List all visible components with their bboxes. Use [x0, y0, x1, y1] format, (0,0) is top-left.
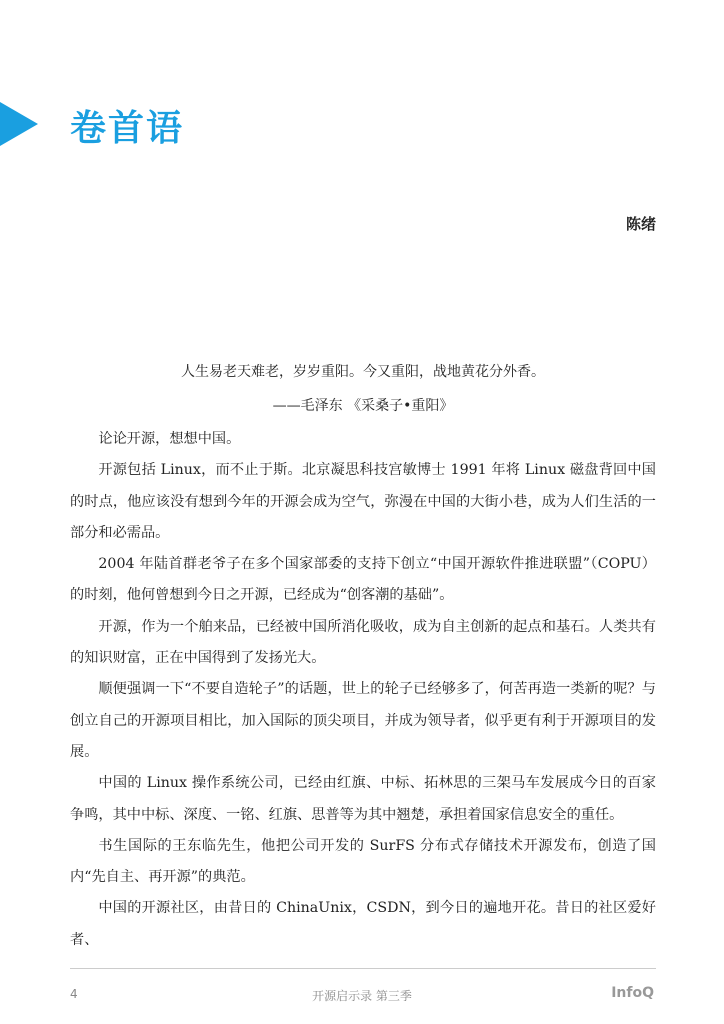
paragraph: 顺便强调一下“不要自造轮子”的话题，世上的轮子已经够多了，何苦再造一类新的呢？与创立自己的开源项目相比，加入国际的顶尖项目，并成为领导者，似乎更有利于开源项目的发展。 — [70, 681, 656, 760]
page-title: 卷首语 — [70, 108, 185, 149]
footer-divider — [70, 968, 656, 969]
page-number: 4 — [70, 987, 78, 1001]
author-name: 陈绪 — [625, 215, 656, 233]
publication-title: 开源启示录 第三季 — [312, 989, 412, 1003]
paragraph: 书生国际的王东临先生，他把公司开发的 SurFS 分布式存储技术开源发布，创造了国内“先自主、再开源”的典范。 — [70, 837, 656, 886]
paragraph: 中国的开源社区，由昔日的 ChinaUnix，CSDN，到今日的遍地开花。昔日的社区爱好者、 — [70, 900, 656, 948]
paragraph: 开源，作为一个舶来品，已经被中国所消化吸收，成为自主创新的起点和基石。人类共有的知识财富，正在中国得到了发扬光大。 — [70, 618, 656, 667]
paragraph: 中国的 Linux 操作系统公司，已经由红旗、中标、拓林思的三架马车发展成今日的百家争鸣，其中中标、深度、一铭、红旗、思普等为其中翘楚，承担着国家信息安全的重任。 — [70, 775, 656, 823]
title-arrow-marker — [0, 102, 38, 146]
poem-attribution: ——毛泽东 《采桑子•重阳》 — [272, 398, 454, 414]
infoq-logo: InfoQ — [611, 985, 654, 1001]
paragraph: 论论开源，想想中国。 — [98, 431, 241, 447]
poem-line: 人生易老天难老，岁岁重阳。今又重阳，战地黄花分外香。 — [181, 364, 545, 380]
paragraph: 开源包括 Linux，而不止于斯。北京凝思科技宫敏博士 1991 年将 Linux 磁盘背回中国的时点，他应该没有想到今年的开源会成为空气，弥漫在中国的大街小巷，成为人们生活的一部分和必需品。 — [70, 462, 656, 541]
paragraph: 2004 年陆首群老爷子在多个国家部委的支持下创立“中国开源软件推进联盟”（COPU）的时刻，他何曾想到今日之开源，已经成为“创客潮的基础”。 — [70, 556, 656, 604]
article-body — [70, 424, 656, 956]
